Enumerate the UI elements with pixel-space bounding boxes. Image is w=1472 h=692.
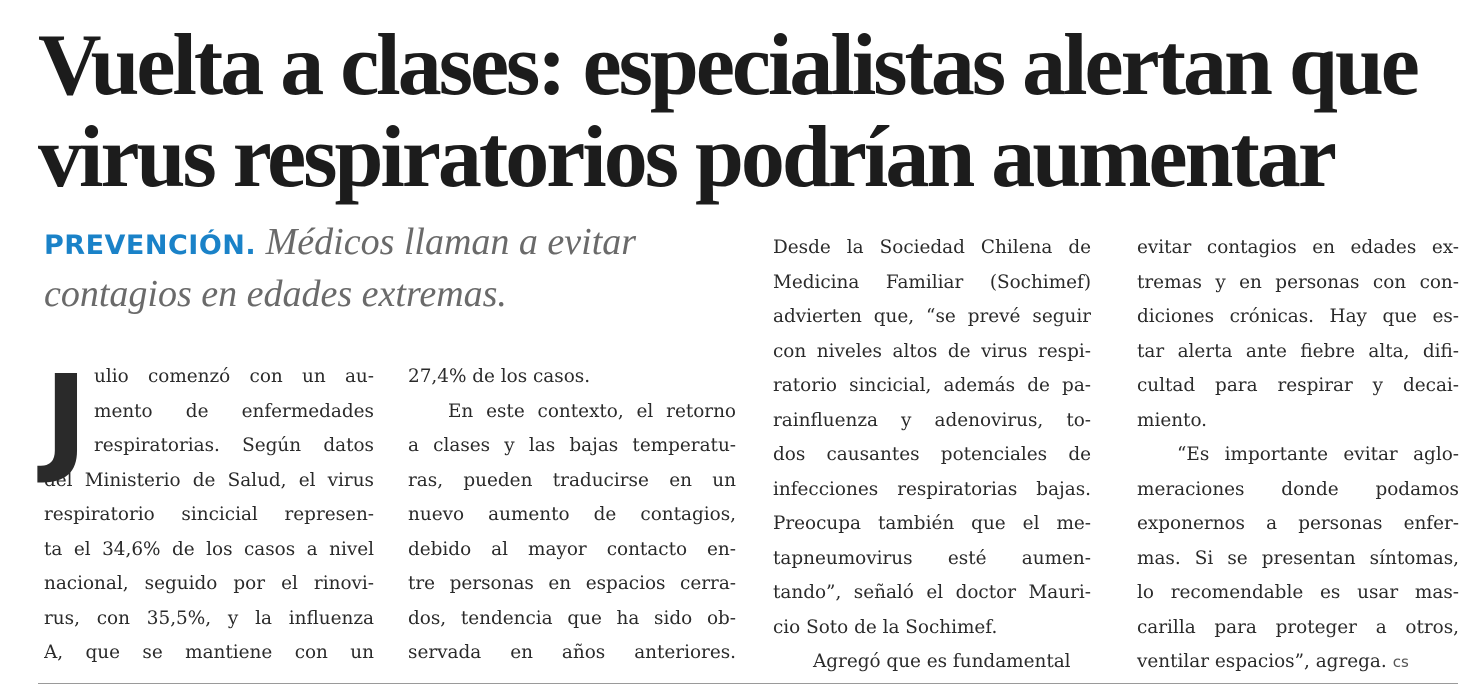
body-line: evitar contagios en edades ex- [1137,237,1459,258]
body-line: mento de enfermedades [94,400,374,422]
drop-cap: J [44,349,88,487]
deck [44,218,734,318]
end-mark-icon: cs [1392,653,1409,671]
deck-text-2: contagios en edades extremas. [44,273,507,315]
body-line: con niveles altos de virus respi- [773,340,1091,362]
headline-line-2: virus respiratorios podrían aumentar [38,109,1334,206]
body-line: del Ministerio de Salud, el virus [44,469,374,491]
body-line: a clases y las bajas temperatu- [408,435,736,456]
body-line: cultad para respirar y decai- [1137,375,1459,396]
body-line: “Es importante evitar aglo- [1177,444,1459,465]
body-line: cio Soto de la Sochimef. [773,616,998,638]
body-line: tremas y en personas con con- [1137,271,1459,293]
body-line: ras, pueden traducirse en un [408,469,736,491]
body-line: En este contexto, el retorno [448,400,736,422]
body-line: rainfluenza y adenovirus, to- [773,409,1091,431]
body-line: tar alerta ante fiebre alta, difi- [1137,340,1459,362]
body-line: meraciones donde podamos [1137,478,1459,500]
body-line: Desde la Sociedad Chilena de [773,237,1091,258]
body-line: tre personas en espacios cerra- [408,573,736,594]
body-line: rus, con 35,5%, y la influenza [44,607,374,629]
headline [38,17,1458,206]
headline-line-1: Vuelta a clases: especialistas alertan que [38,17,1417,114]
body-line: 27,4% de los casos. [408,366,591,387]
body-line: ta el 34,6% de los casos a nivel [44,538,374,560]
body-line: tando”, señaló el doctor Mauri- [773,582,1091,603]
body-line: nuevo aumento de contagios, [408,504,736,525]
body-line: Agregó que es fundamental [813,651,1071,672]
body-line-last [1137,645,1459,680]
body-line: respiratorias. Según datos [94,435,374,456]
body-line: miento. [1137,409,1208,431]
body-line-last-text: ventilar espacios”, agrega. [1137,651,1387,672]
body-line: mas. Si se presentan síntomas, [1137,547,1459,569]
bottom-rule [38,683,1458,684]
kicker: PREVENCIÓN. [44,230,257,261]
body-line: lo recomendable es usar mas- [1137,582,1459,603]
body-line: nacional, seguido por el rinovi- [44,573,374,594]
body-line: ulio comenzó con un au- [94,366,374,387]
body-line: servada en años anteriores. [408,642,736,663]
body-line: infecciones respiratorias bajas. [773,478,1091,500]
deck-text-1: Médicos llaman a evitar [265,221,637,263]
body-column-1 [44,349,374,671]
body-line: tapneumovirus esté aumen- [773,547,1091,569]
body-line: dos causantes potenciales de [773,444,1091,465]
body-line: Preocupa también que el me- [773,513,1091,534]
body-line: debido al mayor contacto en- [408,538,736,560]
body-line: A, que se mantiene con un [44,642,374,663]
body-column-4 [1137,231,1459,680]
body-column-3 [773,231,1091,680]
body-line: respiratorio sincicial represen- [44,504,374,525]
body-line: diciones crónicas. Hay que es- [1137,306,1459,327]
body-line: carilla para proteger a otros, [1137,616,1459,638]
body-line: exponernos a personas enfer- [1137,513,1459,534]
body-column-2 [408,360,736,671]
body-line: Medicina Familiar (Sochimef) [773,271,1091,293]
body-line: advierten que, “se prevé seguir [773,306,1091,327]
body-line: dos, tendencia que ha sido ob- [408,607,736,629]
body-line: ratorio sincicial, además de pa- [773,375,1091,396]
